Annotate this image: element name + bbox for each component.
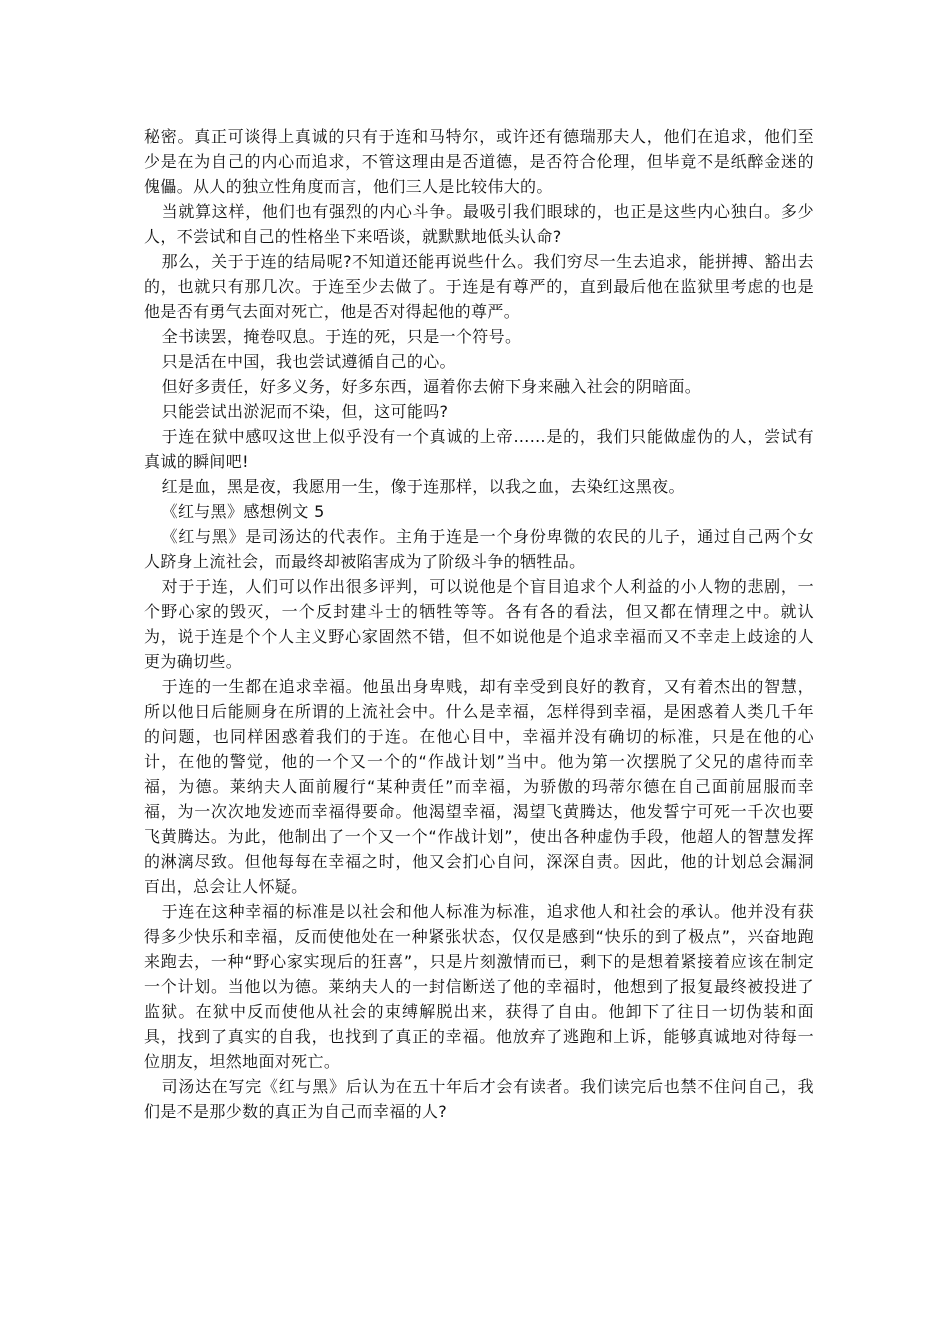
paragraph: 于连在狱中感叹这世上似乎没有一个真诚的上帝……是的，我们只能做虚伪的人，尝试有真诚的瞬间吧! (144, 427, 814, 471)
paragraph: 当就算这样，他们也有强烈的内心斗争。最吸引我们眼球的，也正是这些内心独白。多少人，不尝试和自己的性格坐下来唔谈，就默默地低头认命? (144, 202, 814, 246)
paragraph: 于连在这种幸福的标准是以社会和他人标准为标准，追求他人和社会的承认。他并没有获得多少快乐和幸福，反而使他处在一种紧张状态，仅仅是感到“快乐的到了极点”，兴奋地跑来跑去，一种“野心家实现后的狂喜”，只是片刻激情而已，剩下的是想着紧接着应该在制定一个计划。当他以为德。莱纳夫人的一封信断送了他的幸福时，他想到了报复最终被投进了监狱。在狱中反而使他从社会的束缚解脱出来，获得了自由。他卸下了往日一切伪装和面具，找到了真实的自我，也找到了真正的幸福。他放弃了逃跑和上诉，能够真诚地对待每一位朋友，坦然地面对死亡。 (144, 902, 814, 1071)
document-page (144, 124, 814, 1124)
section-heading: 《红与黑》感想例文 5 (161, 502, 325, 521)
paragraph: 但好多责任，好多义务，好多东西，逼着你去俯下身来融入社会的阴暗面。 (161, 377, 702, 396)
paragraph: 对于于连，人们可以作出很多评判，可以说他是个盲目追求个人利益的小人物的悲剧，一个野心家的毁灭，一个反封建斗士的牺牲等等。各有各的看法，但又都在情理之中。就认为，说于连是个个人主义野心家固然不错，但不如说他是个追求幸福而又不幸走上歧途的人更为确切些。 (144, 577, 814, 671)
paragraph: 那么，关于于连的结局呢?不知道还能再说些什么。我们穷尽一生去追求，能拼搏、豁出去的，也就只有那几次。于连至少去做了。于连是有尊严的，直到最后他在监狱里考虑的也是他是否有勇气去面对死亡，他是否对得起他的尊严。 (144, 252, 814, 321)
paragraph: 秘密。真正可谈得上真诚的只有于连和马特尔，或许还有德瑞那夫人，他们在追求，他们至少是在为自己的内心而追求，不管这理由是否道德，是否符合伦理，但毕竟不是纸醉金迷的傀儡。从人的独立性角度而言，他们三人是比较伟大的。 (144, 127, 814, 196)
paragraph: 只是活在中国，我也尝试遵循自己的心。 (161, 352, 456, 371)
paragraph: 红是血，黑是夜，我愿用一生，像于连那样，以我之血，去染红这黑夜。 (161, 477, 685, 496)
paragraph: 司汤达在写完《红与黑》后认为在五十年后才会有读者。我们读完后也禁不住问自己，我们是不是那少数的真正为自己而幸福的人? (144, 1077, 814, 1121)
paragraph: 全书读罢，掩卷叹息。于连的死，只是一个符号。 (161, 327, 522, 346)
paragraph: 只能尝试出淤泥而不染，但，这可能吗? (161, 402, 449, 421)
paragraph: 于连的一生都在追求幸福。他虽出身卑贱，却有幸受到良好的教育，又有着杰出的智慧，所以他日后能厕身在所谓的上流社会中。什么是幸福，怎样得到幸福，是困惑着人类几千年的问题，也同样困惑着我们的于连。在他心目中，幸福并没有确切的标准，只是在他的心计，在他的警觉，他的一个又一个的“作战计划”当中。他为第一次摆脱了父兄的虐待而幸福，为德。莱纳夫人面前履行“某种责任”而幸福，为骄傲的玛蒂尔德在自己面前屈服而幸福，为一次次地发迹而幸福得要命。他渴望幸福，渴望飞黄腾达，他发誓宁可死一千次也要飞黄腾达。为此，他制出了一个又一个“作战计划”，使出各种虚伪手段，他超人的智慧发挥的淋漓尽致。但他每每在幸福之时，他又会扪心自问，深深自责。因此，他的计划总会漏洞百出，总会让人怀疑。 (144, 677, 814, 896)
paragraph: 《红与黑》是司汤达的代表作。主角于连是一个身份卑微的农民的儿子，通过自己两个女人跻身上流社会，而最终却被陷害成为了阶级斗争的牺牲品。 (144, 527, 814, 571)
